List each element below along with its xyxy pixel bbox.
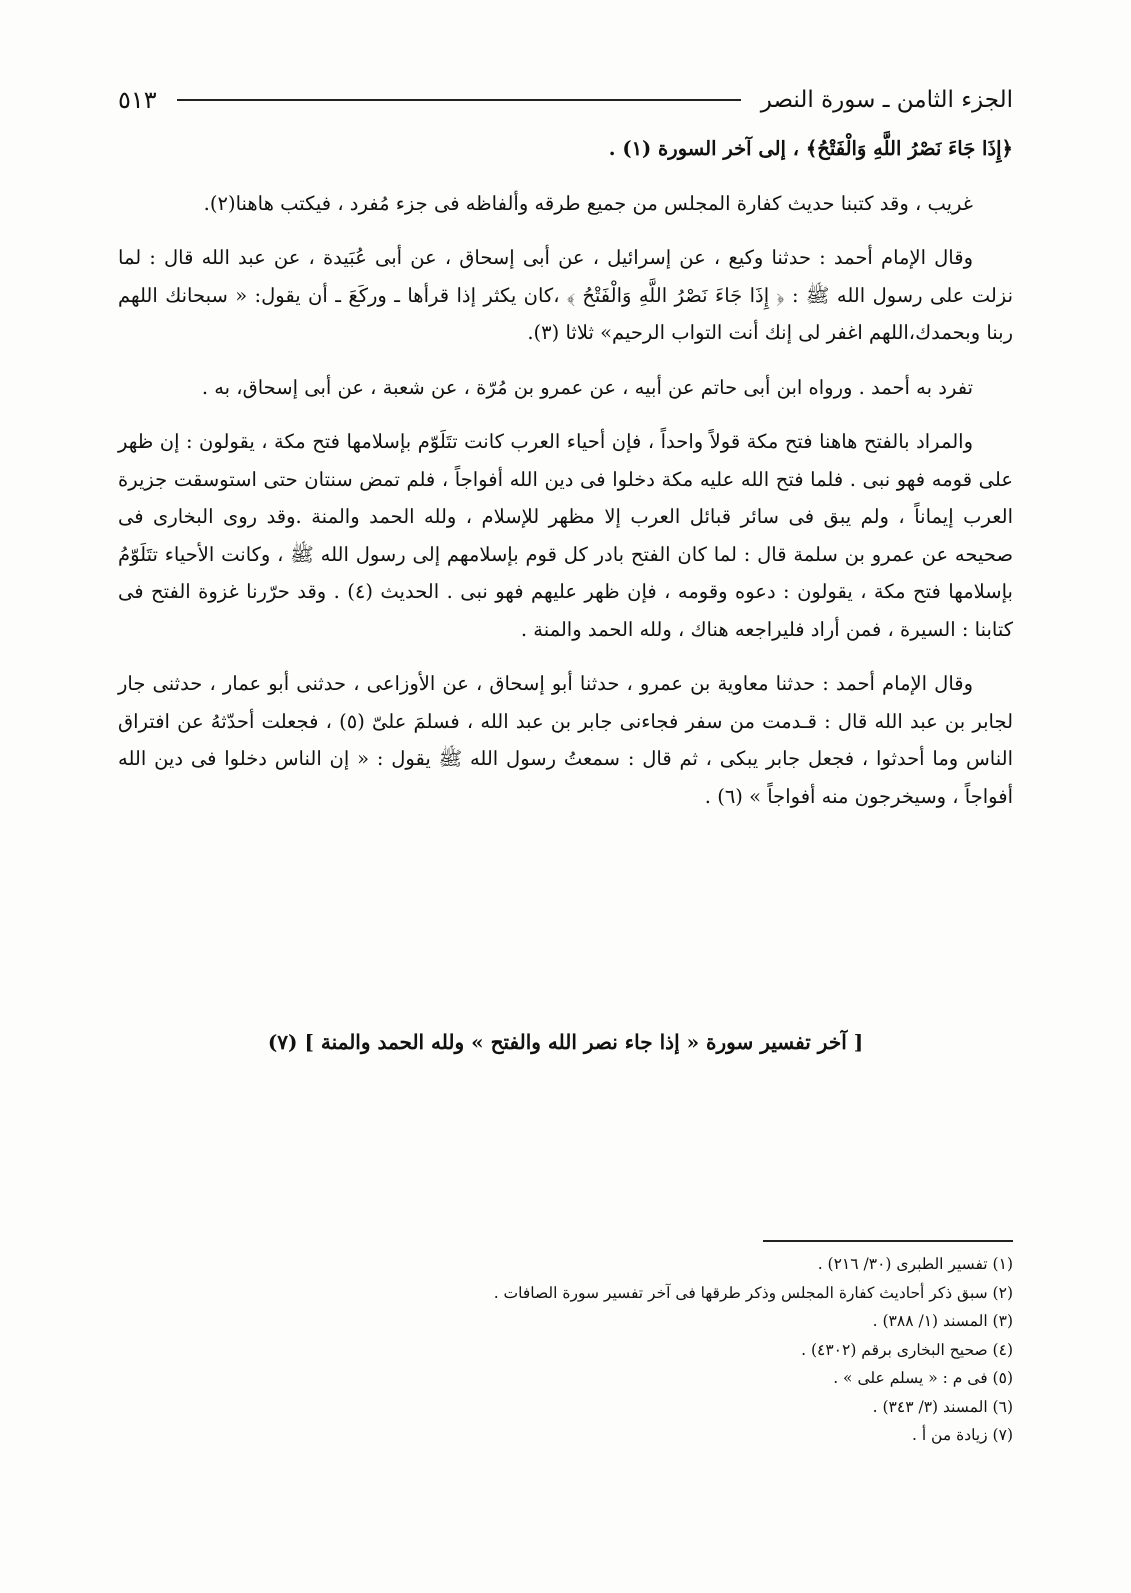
- footnote: (١) تفسير الطبرى (٣٠/ ٢١٦) .: [817, 1255, 1013, 1273]
- surah-closing-line: [ آخر تفسير سورة « إذا جاء نصر الله والفتح » ولله الحمد والمنة ] (٧): [267, 1030, 864, 1054]
- footnote-rule: [763, 1240, 1013, 1242]
- footnotes: [118, 1250, 1013, 1450]
- running-title: الجزء الثامن ـ سورة النصر: [760, 87, 1013, 113]
- paragraph: والمراد بالفتح هاهنا فتح مكة قولاً واحداً ، فإن أحياء العرب كانت تتَلَوّم بإسلامها فتح مكة ، يقولون : إن ظهر على قومه فهو نبى . فلما فتح الله عليه مكة دخلوا فى دين الله أفواجاً ، فلم تمض سنتان حتى استوسقت جزيرة العرب إيماناً ، ولم يبق فى سائر قبائل العرب إلا مظهر للإسلام ، ولله الحمد والمنة .وقد روى البخارى فى صحيحه عن عمرو بن سلمة قال : لما كان الفتح بادر كل قوم بإسلامهم إلى رسول الله ﷺ ، وكانت الأحياء تتَلَوّمُ بإسلامها فتح مكة ، يقولون : دعوه وقومه ، فإن ظهر عليهم فهو نبى . الحديث (٤) . وقد حرّرنا غزوة الفتح فى كتابنا : السيرة ، فمن أراد فليراجعه هناك ، ولله الحمد والمنة .: [118, 430, 1013, 641]
- page-header: [118, 82, 1013, 118]
- paragraph: وقال الإمام أحمد : حدثنا وكيع ، عن إسرائيل ، عن أبى إسحاق ، عن أبى عُبَيدة ، عن عبد الله قال : لما نزلت على رسول الله ﷺ : ﴿ إِذَا جَاءَ نَصْرُ اللَّهِ وَالْفَتْحُ ﴾ ،كان يكثر إذا قرأها ـ وركَعَ ـ أن يقول: « سبحانك اللهم ربنا وبحمدك،اللهم اغفر لى إنك أنت التواب الرحيم» ثلاثا (٣).: [118, 246, 1013, 344]
- footnote: (٤) صحيح البخارى برقم (٤٣٠٢) .: [801, 1340, 1013, 1359]
- paragraph: تفرد به أحمد . ورواه ابن أبى حاتم عن أبيه ، عن عمرو بن مُرّة ، عن شعبة ، عن أبى إسحاق، به .: [201, 375, 973, 399]
- paragraph: غريب ، وقد كتبنا حديث كفارة المجلس من جميع طرقه وألفاظه فى جزء مُفرد ، فيكتب هاهنا(٢).: [203, 191, 973, 215]
- main-text: [118, 130, 1013, 832]
- footnote: (٣) المسند (١/ ٣٨٨) .: [872, 1312, 1013, 1330]
- footnote: (٧) زيادة من أ .: [911, 1426, 1013, 1444]
- quran-verse-line: ﴿إِذَا جَاءَ نَصْرُ اللَّهِ وَالْفَتْحُ﴾ ، إلى آخر السورة (١) .: [608, 137, 1013, 160]
- footnote: (٥) فى م : « يسلم على » .: [833, 1369, 1013, 1387]
- footnote: (٦) المسند (٣/ ٣٤٣) .: [872, 1397, 1013, 1416]
- paragraph: وقال الإمام أحمد : حدثنا معاوية بن عمرو ، حدثنا أبو إسحاق ، عن الأوزاعى ، حدثنى أبو عمار ، حدثنى جار لجابر بن عبد الله قال : قـدمت من سفر فجاءنى جابر بن عبد الله ، فسلمَ علىّ (٥) ، فجعلت أحدّثهُ عن افتراق الناس وما أحدثوا ، فجعل جابر يبكى ، ثم قال : سمعتُ رسول الله ﷺ يقول : « إن الناس دخلوا فى دين الله أفواجاً ، وسيخرجون منه أفواجاً » (٦) .: [118, 672, 1014, 808]
- page-number: ٥١٣: [118, 86, 157, 114]
- footnote: (٢) سبق ذكر أحاديث كفارة المجلس وذكر طرقها فى آخر تفسير سورة الصافات .: [493, 1283, 1013, 1302]
- header-rule: [177, 99, 741, 101]
